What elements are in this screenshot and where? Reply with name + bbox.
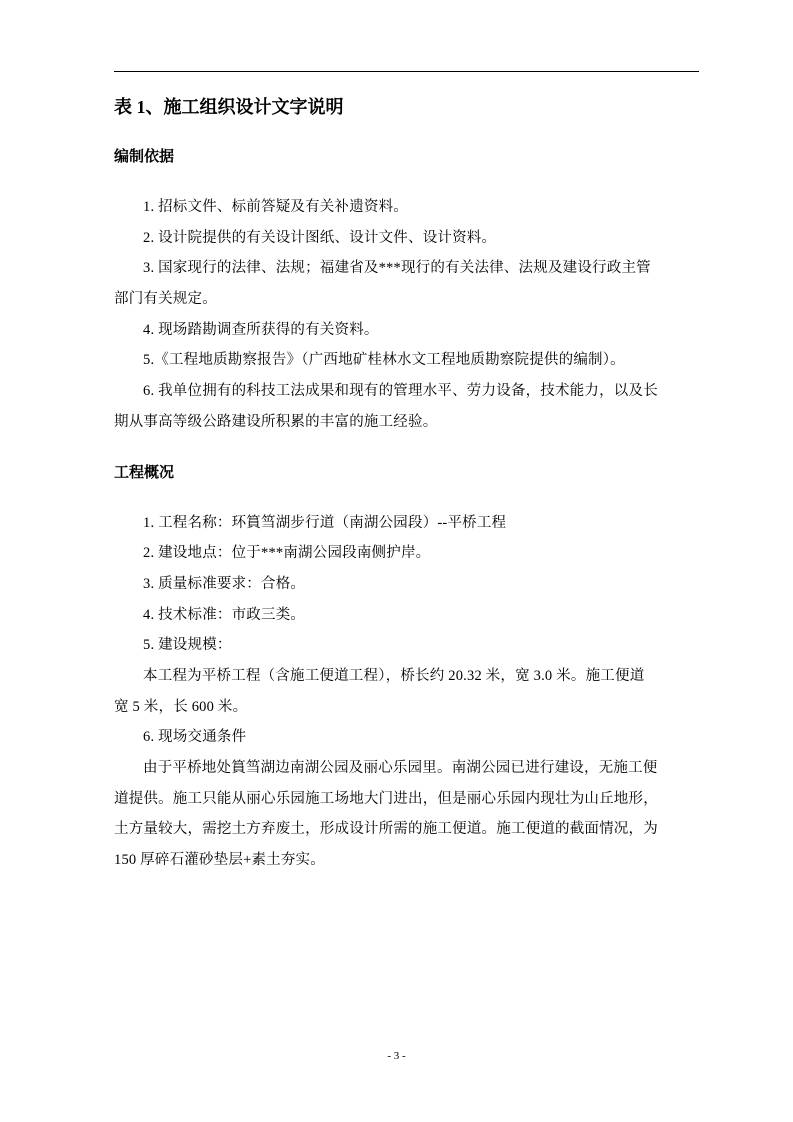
document-title: 表 1、施工组织设计文字说明 bbox=[114, 97, 344, 117]
text-line: 5. 建设规模： bbox=[143, 637, 232, 654]
text-line: 2. 建设地点：位于***南湖公园段南侧护岸。 bbox=[143, 545, 431, 562]
text-line: 6. 现场交通条件 bbox=[143, 729, 247, 746]
text-line: 4. 现场踏勘调查所获得的有关资料。 bbox=[143, 321, 379, 338]
text-line: 1. 招标文件、标前答疑及有关补遗资料。 bbox=[143, 199, 408, 215]
text-line: 150 厚碎石灌砂垫层+素土夯实。 bbox=[114, 852, 325, 869]
header-rule bbox=[114, 71, 699, 72]
text-line: 4. 技术标准：市政三类。 bbox=[143, 606, 306, 623]
text-line: 5.《工程地质勘察报告》（广西地矿桂林水文工程地质勘察院提供的编制）。 bbox=[143, 352, 625, 369]
text-line: 宽 5 米，长 600 米。 bbox=[114, 698, 248, 715]
text-line: 期从事高等级公路建设所积累的丰富的施工经验。 bbox=[114, 413, 438, 430]
section bbox=[114, 458, 699, 876]
text-line: 本工程为平桥工程（含施工便道工程），桥长约 20.32 米，宽 3.0 米。施工便道 bbox=[143, 667, 645, 684]
text-line: 道提供。施工只能从丽心乐园施工场地大门进出，但是丽心乐园内现壮为山丘地形， bbox=[114, 790, 658, 807]
page-number: - 3 - bbox=[387, 1050, 406, 1062]
section-heading: 工程概况 bbox=[114, 464, 175, 481]
text-line: 部门有关规定。 bbox=[114, 291, 217, 308]
text-line: 2. 设计院提供的有关设计图纸、设计文件、设计资料。 bbox=[143, 229, 497, 246]
text-line: 土方量较大，需挖土方弃废土，形成设计所需的施工便道。施工便道的截面情况，为 bbox=[114, 821, 658, 838]
text-line: 由于平桥地处篔筜湖边南湖公园及丽心乐园里。南湖公园已进行建设，无施工便 bbox=[143, 760, 658, 776]
text-line: 3. 质量标准要求：合格。 bbox=[143, 575, 306, 592]
text-line: 6. 我单位拥有的科技工法成果和现有的管理水平、劳力设备，技术能力，以及长 bbox=[143, 383, 658, 400]
section-heading: 编制依据 bbox=[114, 149, 175, 165]
text-line: 3. 国家现行的法律、法规；福建省及***现行的有关法律、法规及建设行政主管 bbox=[143, 260, 651, 277]
text-line: 1. 工程名称：环篔筜湖步行道（南湖公园段）--平桥工程 bbox=[143, 514, 507, 531]
section bbox=[114, 142, 699, 438]
document-body bbox=[114, 92, 699, 876]
